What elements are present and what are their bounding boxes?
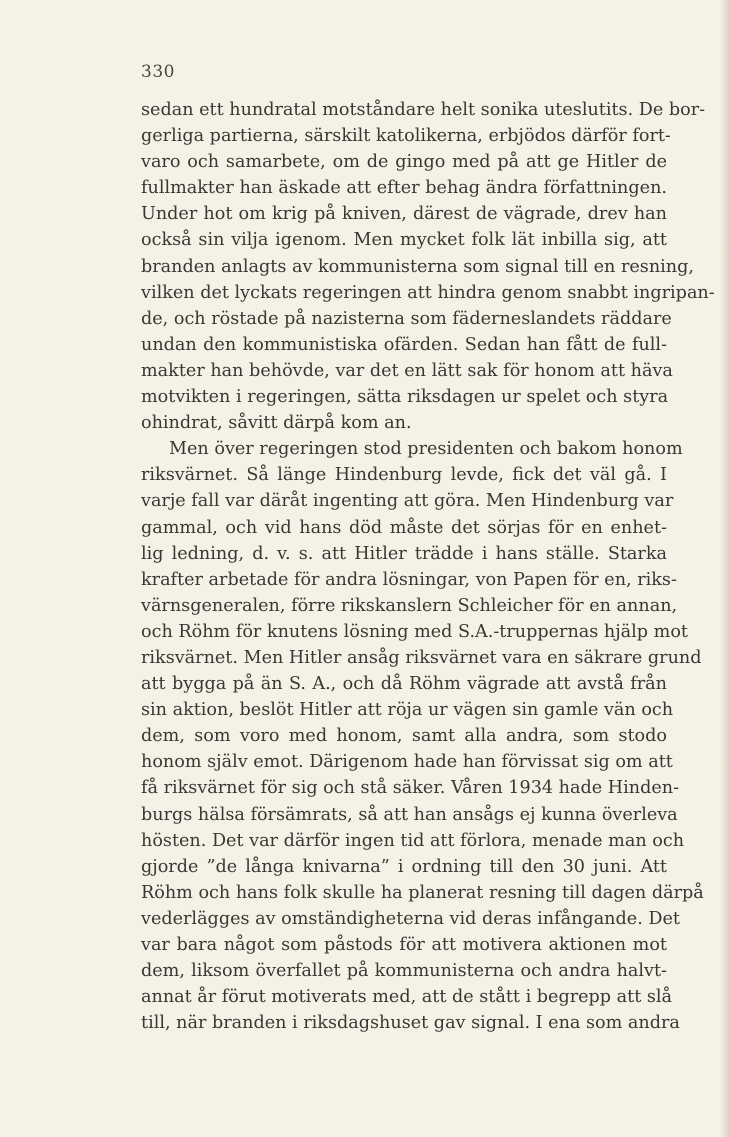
text-line: vederlägges av omständigheterna vid deras infångande. Det [141, 908, 680, 929]
text-line: Under hot om krig på kniven, därest de vägrade, drev han [141, 204, 667, 225]
text-line: fullmakter han äskade att efter behag ändra författningen. [141, 178, 667, 199]
text-line: varo och samarbete, om de gingo med på att ge Hitler de [141, 152, 667, 173]
text-line: lig ledning, d. v. s. att Hitler trädde i hans ställe. Starka [141, 543, 667, 564]
text-line: värnsgeneralen, förre rikskanslern Schleicher för en annan, [141, 595, 678, 616]
text-line: få riksvärnet för sig och stå säker. Våren 1934 hade Hinden- [141, 778, 680, 799]
text-line: gjorde ”de långa knivarna” i ordning till den 30 juni. Att [141, 856, 667, 877]
text-line: hösten. Det var därför ingen tid att förlora, menade man och [141, 830, 685, 851]
text-line: var bara något som påstods för att motivera aktionen mot [141, 935, 667, 955]
text-line: dem, liksom överfallet på kommunisterna och andra halvt- [141, 961, 667, 982]
body-text [141, 97, 715, 1036]
text-line: riksvärnet. Så länge Hindenburg levde, fick det väl gå. I [141, 465, 667, 486]
text-line: motvikten i regeringen, sätta riksdagen ur spelet och styra [141, 387, 669, 408]
text-line: varje fall var däråt ingenting att göra. Men Hindenburg var [141, 491, 674, 512]
text-line: undan den kommunistiska ofärden. Sedan han fått de full- [141, 334, 667, 355]
text-line: de, och röstade på nazisterna som fäderneslandets räddare [141, 308, 672, 329]
text-line: sin aktion, beslöt Hitler att röja ur vägen sin gamle vän och [141, 700, 674, 721]
text-line: sedan ett hundratal motståndare helt sonika uteslutits. De bor- [141, 100, 706, 120]
text-line: annat år förut motiverats med, att de stått i begrepp att slå [141, 987, 673, 1008]
text-line: branden anlagts av kommunisterna som signal till en resning, [141, 256, 694, 277]
text-line: honom själv emot. Därigenom hade han förvissat sig om att [141, 752, 673, 773]
text-line: gammal, och vid hans död måste det sörjas för en enhet- [141, 517, 667, 538]
text-line: gerliga partierna, särskilt katolikerna, erbjödos därför fort- [141, 126, 671, 147]
text-line: till, när branden i riksdagshuset gav signal. I ena som andra [141, 1013, 680, 1034]
text-line: ohindrat, såvitt därpå kom an. [141, 413, 412, 434]
text-line: Röhm och hans folk skulle ha planerat resning till dagen därpå [141, 882, 704, 903]
text-line: att bygga på än S. A., och då Röhm vägrade att avstå från [141, 674, 667, 695]
page-number: 330 [141, 62, 175, 82]
text-line: krafter arbetade för andra lösningar, von Papen för en, riks- [141, 569, 677, 590]
text-line: burgs hälsa försämrats, så att han ansågs ej kunna överleva [141, 804, 678, 825]
text-line: Men över regeringen stod presidenten och bakom honom [169, 439, 683, 460]
text-line: dem, som voro med honom, samt alla andra, som stodo [141, 726, 667, 747]
text-line: makter han behövde, var det en lätt sak för honom att häva [141, 360, 673, 381]
text-line: också sin vilja igenom. Men mycket folk lät inbilla sig, att [141, 230, 667, 251]
text-line: riksvärnet. Men Hitler ansåg riksvärnet vara en säkrare grund [141, 647, 702, 668]
text-line: och Röhm för knutens lösning med S.A.-truppernas hjälp mot [141, 621, 688, 642]
text-line: vilken det lyckats regeringen att hindra genom snabbt ingripan- [141, 282, 715, 303]
page-edge-shadow [720, 0, 730, 1137]
